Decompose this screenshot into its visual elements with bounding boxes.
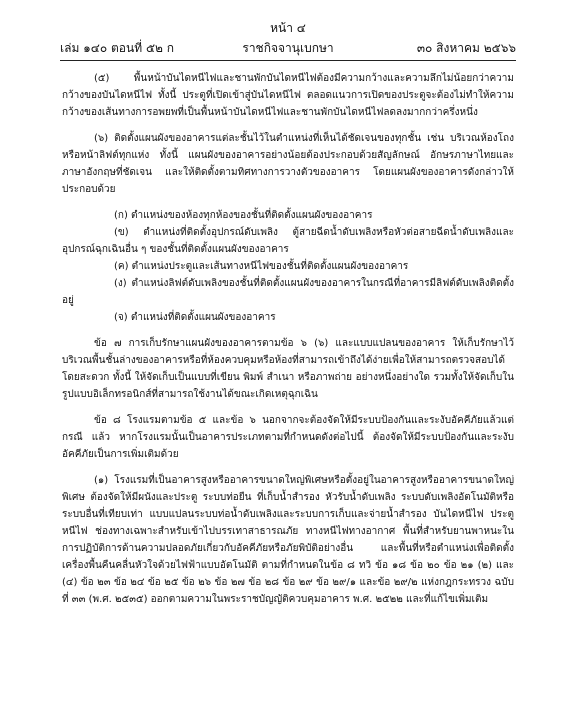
paragraph-6: (๖) ติดตั้งแผนผังของอาคารแต่ละชั้นไว้ในตำแหน่งที่เห็นได้ชัดเจนของทุกชั้น เช่น บริเวณห้องโถงหรือหน้าลิฟต์ทุกแห่ง ทั้งนี้ แผนผังของอาคารอย่างน้อยต้องประกอบด้วยสัญลักษณ์ อักษรภาษาไทยและภาษาอังกฤษที่ชัดเจน และให้ติดตั้งตามทิศทางการวางตัวของอาคาร โดยแผนผังของอาคารดังกล่าวให้ประกอบด้วย [62,133,514,195]
clause-8: ข้อ ๘ โรงแรมตามข้อ ๕ และข้อ ๖ นอกจากจะต้องจัดให้มีระบบป้องกันและระงับอัคคีภัยแล้วแต่กรณี แล้ว หากโรงแรมนั้นเป็นอาคารประเภทตามที่กำหนดดังต่อไปนี้ ต้องจัดให้มีระบบป้องกันและระงับอัคคีภัยเป็นการเพิ่มเติมด้วย [62,415,514,460]
volume-issue: เล่ม ๑๔๐ ตอนที่ ๕๒ ก [60,41,175,55]
paragraph-5: (๕) พื้นหน้าบันไดหนีไฟและชานพักบันไดหนีไฟต้องมีความกว้างและความลึกไม่น้อยกว่าความกว้างของบันไดหนีไฟ ทั้งนี้ ประตูที่เปิดเข้าสู่บันไดหนีไฟ ตลอดแนวการเปิดของประตูจะต้องไม่ทำให้ความกว้างของเส้นทางการอพยพที่เป็นพื้นหน้าบันไดหนีไฟและชานพักบันไดหนีไฟลดลงมากกว่าครึ่งหนึ่ง [62,73,514,118]
list-item-e: (จ) ตำแหน่งที่ติดตั้งแผนผังของอาคาร [114,312,276,323]
clause-8-1: (๑) โรงแรมที่เป็นอาคารสูงหรืออาคารขนาดใหญ่พิเศษหรือตั้งอยู่ในอาคารสูงหรืออาคารขนาดใหญ่พิเศษ ต้องจัดให้มีผนังและประตู ระบบท่อยืน ที่เก็บน้ำสำรอง หัวรับน้ำดับเพลิง ระบบดับเพลิงอัตโนมัติหรือระบบอื่นที่เทียบเท่า แบบแปลนระบบท่อน้ำดับเพลิงและระบบการเก็บและจ่ายน้ำสำรอง บันไดหนีไฟ ประตูหนีไฟ ช่องทางเฉพาะสำหรับเข้าไปบรรเทาสาธารณภัย ทางหนีไฟทางอากาศ พื้นที่สำหรับยานพาหนะในการปฏิบัติการด้านความปลอดภัยเกี่ยวกับอัคคีภัยหรือภัยพิบัติอย่างอื่น และพื้นที่หรือตำแหน่งเพื่อติดตั้งเครื่องพื้นคืนคลื่นหัวใจด้วยไฟฟ้าแบบอัตโนมัติ ตามที่กำหนดในข้อ ๘ ทวิ ข้อ ๑๘ ข้อ ๒๐ ข้อ ๒๑ (๒) และ (๔) ข้อ ๒๓ ข้อ ๒๔ ข้อ ๒๕ ข้อ ๒๖ ข้อ ๒๗ ข้อ ๒๘ ข้อ ๒๙ ข้อ ๒๙/๑ และข้อ ๒๙/๒ แห่งกฎกระทรวง ฉบับที่ ๓๓ (พ.ศ. ๒๕๓๕) ออกตามความในพระราชบัญญัติควบคุมอาคาร พ.ศ. ๒๕๒๒ และที่แก้ไขเพิ่มเติม [62,475,514,605]
publication-date: ๓๐ สิงหาคม ๒๕๖๖ [416,41,516,55]
gazette-title: ราชกิจจานุเบกษา [242,41,334,55]
list-item-d: (ง) ตำแหน่งลิฟต์ดับเพลิงของชั้นที่ติดตั้งแผนผังของอาคารในกรณีที่อาคารมีลิฟต์ดับเพลิงติดตั้งอยู่ [62,278,514,306]
header-divider [60,60,516,61]
clause-7: ข้อ ๗ การเก็บรักษาแผนผังของอาคารตามข้อ ๖ (๖) และแบบแปลนของอาคาร ให้เก็บรักษาไว้บริเวณพื้นชั้นล่างของอาคารหรือที่ห้องควบคุมหรือห้องที่สามารถเข้าถึงได้ง่ายเพื่อให้สามารถตรวจสอบได้โดยสะดวก ทั้งนี้ ให้จัดเก็บเป็นแบบที่เขียน พิมพ์ สำเนา หรือภาพถ่าย อย่างหนึ่งอย่างใด รวมทั้งให้จัดเก็บในรูปแบบอิเล็กทรอนิกส์ที่สามารถใช้งานได้ขณะเกิดเหตุฉุกเฉิน [62,338,514,400]
document-body [62,70,514,617]
list-item-a: (ก) ตำแหน่งของห้องทุกห้องของชั้นที่ติดตั้งแผนผังของอาคาร [114,210,373,221]
page-header [60,40,516,56]
page-number: หน้า ๔ [270,21,306,35]
list-item-c: (ค) ตำแหน่งประตูและเส้นทางหนีไฟของชั้นที่ติดตั้งแผนผังของอาคาร [114,261,409,272]
list-item-b: (ข) ตำแหน่งที่ติดตั้งอุปกรณ์ดับเพลิง ตู้สายฉีดน้ำดับเพลิงหรือหัวต่อสายฉีดน้ำดับเพลิงและอุปกรณ์ฉุกเฉินอื่น ๆ ของชั้นที่ติดตั้งแผนผังของอาคาร [62,227,514,255]
